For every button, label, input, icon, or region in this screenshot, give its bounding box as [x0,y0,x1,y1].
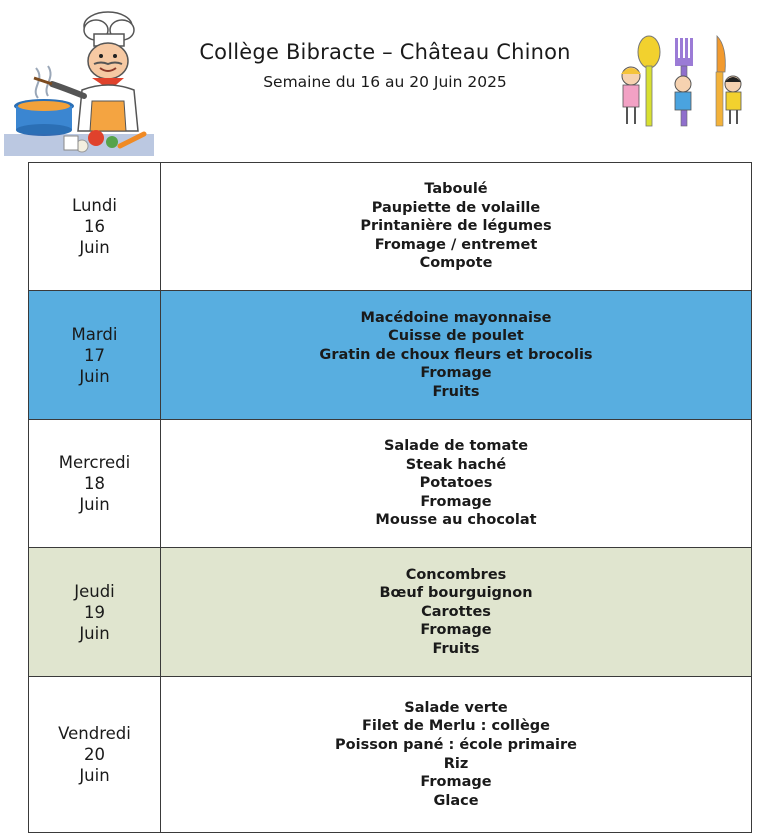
day-cell [29,291,161,420]
dish: Riz [443,755,469,772]
chef-illustration [4,6,154,156]
dish: Taboulé [424,181,488,198]
day-name: Lundi [72,196,117,215]
dishes-cell [161,291,752,420]
day-month: Juin [79,238,110,257]
dish: Concombres [405,566,507,583]
dish: Poisson pané : école primaire [335,736,577,753]
dish: Potatoes [419,475,493,492]
weekly-menu-table [28,162,752,833]
dish: Fromage [420,774,492,791]
dish: Gratin de choux fleurs et brocolis [319,346,593,363]
dishes-cell [161,677,752,833]
table-row [29,548,752,677]
dishes-cell [161,420,752,548]
dish: Compote [419,255,493,272]
page-header [0,0,761,160]
dish: Carottes [421,603,491,620]
day-date: 17 [84,345,105,365]
dish: Fromage [420,493,492,510]
day-cell [29,677,161,833]
day-name: Mercredi [58,453,131,472]
day-date: 16 [84,217,105,236]
table-row [29,163,752,291]
dish: Fromage / entremet [374,236,538,253]
day-date: 20 [84,745,105,764]
day-month: Juin [79,495,110,514]
day-month: Juin [79,766,110,785]
dish: Glace [433,792,479,809]
table-row [29,420,752,548]
dish: Mousse au chocolat [375,512,537,529]
dish: Salade de tomate [383,438,529,455]
day-cell [29,420,161,548]
dishes-cell [161,163,752,291]
day-name: Jeudi [74,581,115,601]
day-name: Vendredi [58,724,131,743]
week-subtitle: Semaine du 16 au 20 Juin 2025 [263,73,507,91]
cutlery-characters-illustration [615,32,745,130]
day-cell [29,163,161,291]
dish: Fromage [420,365,492,382]
dish: Paupiette de volaille [371,199,541,216]
dish: Fruits [432,640,480,657]
day-date: 19 [84,602,105,622]
dish: Salade verte [404,699,508,716]
dishes-cell [161,548,752,677]
day-cell [29,548,161,677]
dish: Bœuf bourguignon [379,585,533,602]
page-title: Collège Bibracte – Château Chinon [199,40,571,64]
table-row [29,677,752,833]
day-date: 18 [84,474,105,493]
dish: Cuisse de poulet [388,328,524,345]
day-name: Mardi [71,324,118,344]
dish: Fromage [420,622,492,639]
day-month: Juin [79,366,110,386]
dish: Macédoine mayonnaise [360,309,552,326]
dish: Filet de Merlu : collège [361,718,551,735]
day-month: Juin [79,623,110,643]
dish: Fruits [432,383,480,400]
dish: Printanière de légumes [360,218,552,235]
dish: Steak haché [405,456,507,473]
table-row [29,291,752,420]
